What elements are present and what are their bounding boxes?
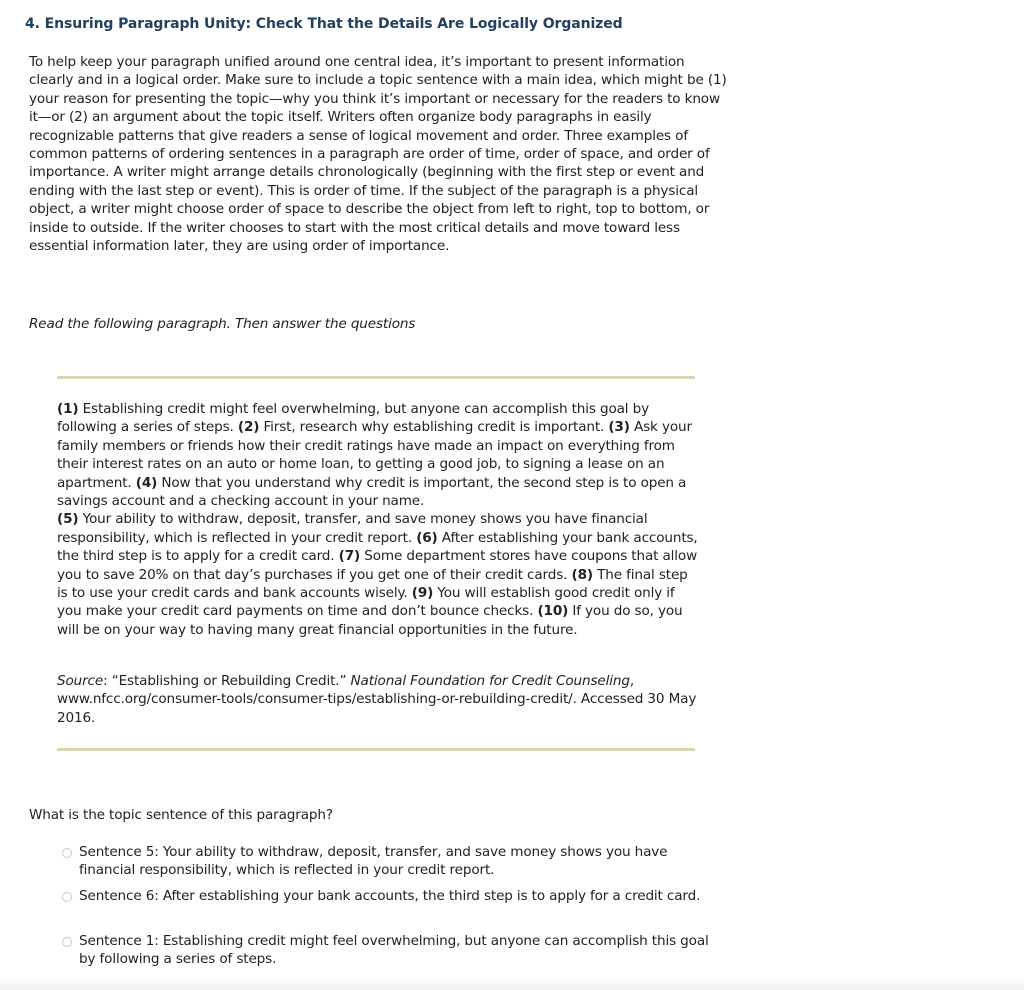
reading-instruction: Read the following paragraph. Then answer the questions	[29, 316, 416, 332]
excerpt-paragraph	[57, 400, 702, 639]
sentence-text: Ask your family members or friends how their credit ratings have made an impact on everything from their interest rates on an auto or home loan, to getting a good job, to signing a lease on an apartment.	[57, 419, 692, 491]
sentence-text: Your ability to withdraw, deposit, transfer, and save money shows you have financial responsibility, which is reflected in your credit report.	[57, 511, 648, 546]
sentence-number: (3)	[608, 419, 630, 436]
sentence-text: Now that you understand why credit is important, the second step is to open a savings account and a checking account in your name.	[57, 474, 687, 510]
answer-radio[interactable]	[62, 848, 72, 858]
source-title: “Establishing or Rebuilding Credit.”	[111, 673, 347, 689]
question-prompt: What is the topic sentence of this paragraph?	[29, 807, 333, 823]
source-organization: National Foundation for Credit Counseling	[350, 673, 630, 689]
sentence-text: Establishing credit might feel overwhelming, but anyone can accomplish this goal by following a series of steps.	[57, 401, 649, 436]
answer-option[interactable]	[62, 887, 712, 905]
sentence-number: (9)	[411, 585, 434, 602]
bottom-edge-shade	[0, 976, 1024, 990]
answer-option-label: Sentence 5: Your ability to withdraw, deposit, transfer, and save money shows you have financial responsibility, which is reflected in your credit report.	[79, 844, 668, 879]
source-citation: Source: “Establishing or Rebuilding Credit.” National Foundation for Credit Counseling, www.nfcc.org/consumer-tools/consumer-tips/establishing-or-rebuilding-credit/. Accessed 30 May 2016.	[57, 673, 697, 726]
sentence-number: (6)	[416, 529, 438, 546]
section-title: 4. Ensuring Paragraph Unity: Check That the Details Are Logically Organized	[25, 16, 623, 32]
answer-option-label: Sentence 1: Establishing credit might feel overwhelming, but anyone can accomplish this goal by following a series of steps.	[79, 933, 709, 968]
sentence-number: (7)	[338, 548, 361, 565]
intro-paragraph: To help keep your paragraph unified around one central idea, it’s important to present information clearly and in a logical order. Make sure to include a topic sentence with a main idea, which might be (1) your reason for presenting the topic—why you think it’s important or necessary for the readers to know it—or (2) an argument about the topic itself. Writers often organize body paragraphs in easily recognizable patterns that give readers a sense of logical movement and order. Three examples of common patterns of ordering sentences in a paragraph are order of time, order of space, and order of importance. A writer might arrange details chronologically (beginning with the first step or event and ending with the last step or event). This is order of time. If the subject of the paragraph is a physical object, a writer might choose order of space to describe the object from left to right, top to bottom, or inside to outside. If the writer chooses to start with the most critical details and move toward less essential information later, they are using order of importance.	[29, 54, 727, 255]
answer-radio[interactable]	[62, 892, 72, 902]
answer-option-label: Sentence 6: After establishing your bank accounts, the third step is to apply for a credit card.	[79, 888, 701, 904]
sentence-number: (2)	[237, 419, 260, 436]
sentence-text: If you do so, you will be on your way to having many great financial opportunities in the future.	[57, 603, 683, 638]
answer-radio[interactable]	[62, 937, 72, 947]
sentence-text: Some department stores have coupons that allow you to save 20% on that day’s purchases if you get one of their credit cards.	[57, 548, 698, 583]
sentence-number: (1)	[57, 401, 79, 417]
source-label: Source	[57, 673, 104, 689]
answer-option[interactable]	[62, 843, 712, 880]
sentence-text: The final step is to use your credit cards and bank accounts wisely.	[57, 566, 688, 602]
sentence-text: You will establish good credit only if you make your credit card payments on time and don’t bounce checks.	[57, 585, 675, 620]
answer-option[interactable]	[62, 932, 712, 969]
sentence-text: After establishing your bank accounts, the third step is to apply for a credit card.	[57, 529, 698, 565]
sentence-number: (8)	[571, 566, 593, 583]
sentence-number: (4)	[135, 474, 158, 491]
excerpt-bottom-divider	[57, 748, 695, 751]
sentence-text: First, research why establishing credit is important.	[259, 419, 609, 436]
excerpt-top-divider	[57, 376, 695, 379]
sentence-number: (5)	[57, 511, 79, 528]
sentence-number: (10)	[537, 603, 569, 620]
source-details: , www.nfcc.org/consumer-tools/consumer-tips/establishing-or-rebuilding-credit/. Accessed 30 May 2016.	[57, 673, 697, 726]
